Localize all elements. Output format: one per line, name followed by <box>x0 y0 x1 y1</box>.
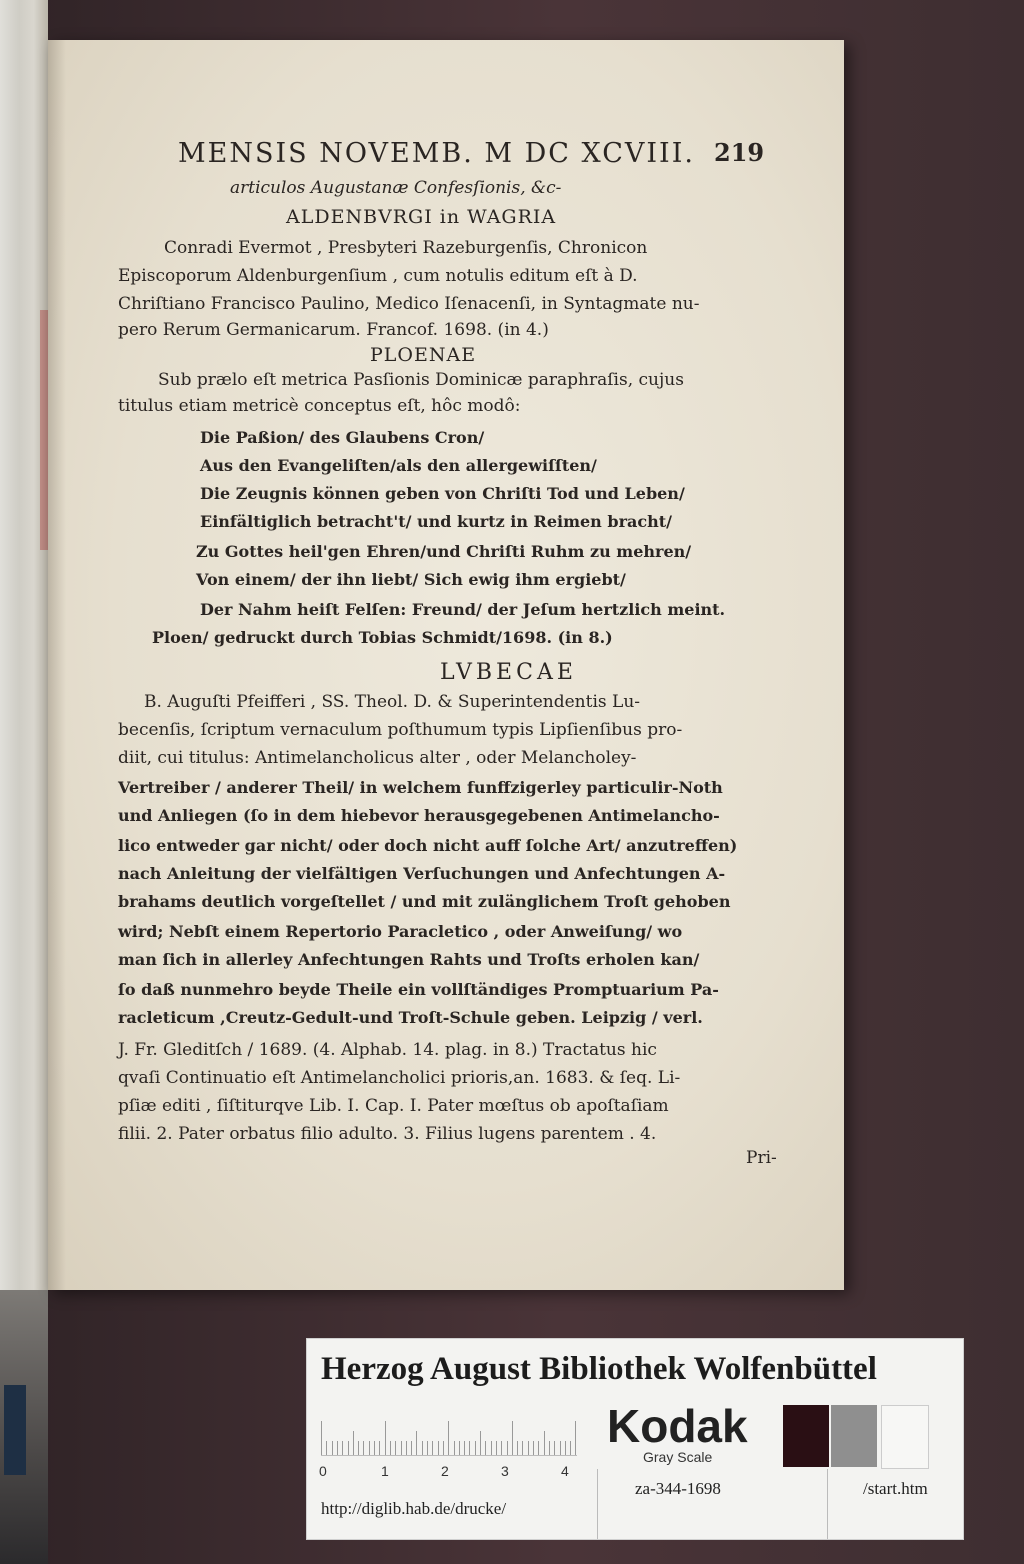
ruler-tick <box>353 1431 354 1455</box>
text-line: Sub prælo eſt metrica Pasſionis Dominicæ paraphraſis, cujus <box>158 370 684 390</box>
text-line: titulus etiam metricè conceptus eſt, hôc modô: <box>118 396 521 416</box>
ruler-tick <box>379 1441 380 1455</box>
gray-scale-label: Gray Scale <box>643 1449 713 1465</box>
ruler-tick <box>401 1441 402 1455</box>
kodak-logo: Kodak <box>607 1400 748 1452</box>
text-line: diit, cui titulus: Antimelancholicus alter , oder Melancholey- <box>118 748 637 768</box>
text-line: nach Anleitung der vielfältigen Verſuchungen und Anfechtungen A- <box>118 864 726 883</box>
page-gutter-shadow <box>48 40 66 1290</box>
label-divider <box>597 1469 598 1539</box>
ruler-tick <box>358 1441 359 1455</box>
text-line: Die Paßion/ des Glaubens Cron/ <box>200 428 485 447</box>
ruler-number: 0 <box>319 1463 327 1479</box>
running-head: MENSIS NOVEMB. M DC XCVIII. <box>178 138 695 169</box>
text-line: Von einem/ der ihn liebt/ Sich ewig ihm ergiebt/ <box>196 570 626 589</box>
ruler-tick <box>390 1441 391 1455</box>
text-line: Conradi Evermot , Presbyteri Razeburgenſis, Chronicon <box>164 238 648 258</box>
ruler-tick <box>469 1441 470 1455</box>
ruler-tick <box>395 1441 396 1455</box>
start-link: /start.htm <box>863 1479 928 1498</box>
ruler-tick <box>321 1421 322 1455</box>
ruler-tick <box>443 1441 444 1455</box>
ruler-tick <box>326 1441 327 1455</box>
text-line: pſiæ editi , ſiſtiturqve Lib. I. Cap. I. Pater mœſtus ob apoſtaſiam <box>118 1096 669 1116</box>
ruler-tick <box>448 1421 449 1455</box>
ruler-number: 3 <box>501 1463 509 1479</box>
ruler-tick <box>575 1421 576 1455</box>
ruler-tick <box>459 1441 460 1455</box>
ruler-tick <box>554 1441 555 1455</box>
spine-mark <box>40 310 48 550</box>
text-line: Episcoporum Aldenburgenſium , cum notulis editum eſt à D. <box>118 266 638 286</box>
library-label <box>306 1338 964 1540</box>
ruler-tick <box>485 1441 486 1455</box>
ruler-scale <box>321 1417 577 1456</box>
ruler-tick <box>374 1441 375 1455</box>
text-line: Die Zeugnis können geben von Chriſti Tod und Leben/ <box>200 484 685 503</box>
spine-clip <box>4 1385 26 1475</box>
ruler-tick <box>565 1441 566 1455</box>
ruler-tick <box>422 1441 423 1455</box>
shelfmark: za-344-1698 <box>635 1479 721 1498</box>
text-line: lico entweder gar nicht/ oder doch nicht auff ſolche Art/ anzutreffen) <box>118 836 738 855</box>
ruler-tick <box>480 1431 481 1455</box>
text-line: wird; Nebſt einem Repertorio Paracletico , oder Anweiſung/ wo <box>118 922 683 941</box>
ruler-tick <box>454 1441 455 1455</box>
text-line: LVBECAE <box>440 660 577 685</box>
ruler-tick <box>517 1441 518 1455</box>
ruler-number: 2 <box>441 1463 449 1479</box>
ruler-tick <box>438 1441 439 1455</box>
ruler-tick <box>538 1441 539 1455</box>
ruler-tick <box>501 1441 502 1455</box>
text-line: Chriſtiano Francisco Paulino, Medico Iſenacenſi, in Syntagmate nu- <box>118 294 700 314</box>
text-line: ALDENBVRGI in WAGRIA <box>286 206 557 228</box>
text-line: brahams deutlich vorgeſtellet / und mit zulänglichem Troſt gehoben <box>118 892 731 911</box>
text-line: Aus den Evangeliſten/als den allergewiſſten/ <box>200 456 597 475</box>
ruler-tick <box>507 1441 508 1455</box>
text-line: man ſich in allerley Anfechtungen Rahts und Troſts erholen kan/ <box>118 950 700 969</box>
ruler-tick <box>342 1441 343 1455</box>
ruler-tick <box>369 1441 370 1455</box>
text-line: articulos Augustanæ Confesſionis, &c- <box>230 178 562 198</box>
page-number: 219 <box>714 138 765 167</box>
ruler-tick <box>332 1441 333 1455</box>
ruler-tick <box>427 1441 428 1455</box>
ruler-tick <box>533 1441 534 1455</box>
library-url: http://diglib.hab.de/drucke/ <box>321 1499 507 1518</box>
text-line: racleticum ,Creutz-Gedult-und Troſt-Schule geben. Leipzig / verl. <box>118 1008 703 1027</box>
ruler-tick <box>363 1441 364 1455</box>
ruler-tick <box>411 1441 412 1455</box>
color-swatch-white <box>881 1405 929 1469</box>
ruler-tick <box>385 1421 386 1455</box>
text-line: B. Auguſti Pfeifferi , SS. Theol. D. & Superintendentis Lu- <box>144 692 641 712</box>
text-line: Vertreiber / anderer Theil/ in welchem funffzigerley particulir-Noth <box>118 778 723 797</box>
text-line: ſo daß nunmehro beyde Theile ein vollſtändiges Promptuarium Pa- <box>118 980 719 999</box>
ruler-tick <box>570 1441 571 1455</box>
ruler-tick <box>522 1441 523 1455</box>
text-line: qvaſi Continuatio eſt Antimelancholici prioris,an. 1683. & ſeq. Li- <box>118 1068 681 1088</box>
text-line: Ploen/ gedruckt durch Tobias Schmidt/1698. (in 8.) <box>152 628 613 647</box>
ruler-tick <box>496 1441 497 1455</box>
ruler-tick <box>464 1441 465 1455</box>
text-line: becenſis, ſcriptum vernaculum poſthumum typis Lipſienſibus pro- <box>118 720 683 740</box>
ruler-number: 1 <box>381 1463 389 1479</box>
ruler-tick <box>544 1431 545 1455</box>
ruler-number: 4 <box>561 1463 569 1479</box>
color-swatch-gray <box>831 1405 877 1467</box>
text-line: pero Rerum Germanicarum. Francof. 1698. (in 4.) <box>118 320 549 340</box>
text-line: PLOENAE <box>370 344 477 366</box>
ruler-tick <box>560 1441 561 1455</box>
ruler-tick <box>432 1441 433 1455</box>
text-line: Zu Gottes heil'gen Ehren/und Chriſti Ruhm zu mehren/ <box>196 542 692 561</box>
ruler-tick <box>491 1441 492 1455</box>
label-divider <box>827 1469 828 1539</box>
ruler-tick <box>416 1431 417 1455</box>
library-name: Herzog August Bibliothek Wolfenbüttel <box>321 1351 877 1387</box>
ruler-tick <box>512 1421 513 1455</box>
ruler-tick <box>406 1441 407 1455</box>
ruler-tick <box>549 1441 550 1455</box>
text-line: Der Nahm heiſt Felſen: Freund/ der Jeſum hertzlich meint. <box>200 600 726 619</box>
text-line: J. Fr. Gleditſch / 1689. (4. Alphab. 14. plag. in 8.) Tractatus hic <box>118 1040 657 1060</box>
text-line: Einfältiglich betracht't/ und kurtz in Reimen bracht/ <box>200 512 672 531</box>
ruler-tick <box>337 1441 338 1455</box>
text-line: filii. 2. Pater orbatus filio adulto. 3. Filius lugens parentem . 4. <box>118 1124 657 1144</box>
ruler-tick <box>475 1441 476 1455</box>
text-line: und Anliegen (ſo in dem hiebevor herausgegebenen Antimelancho- <box>118 806 720 825</box>
text-line: Pri- <box>746 1148 777 1168</box>
ruler-tick <box>528 1441 529 1455</box>
ruler-tick <box>348 1441 349 1455</box>
color-swatch-dark <box>783 1405 829 1467</box>
